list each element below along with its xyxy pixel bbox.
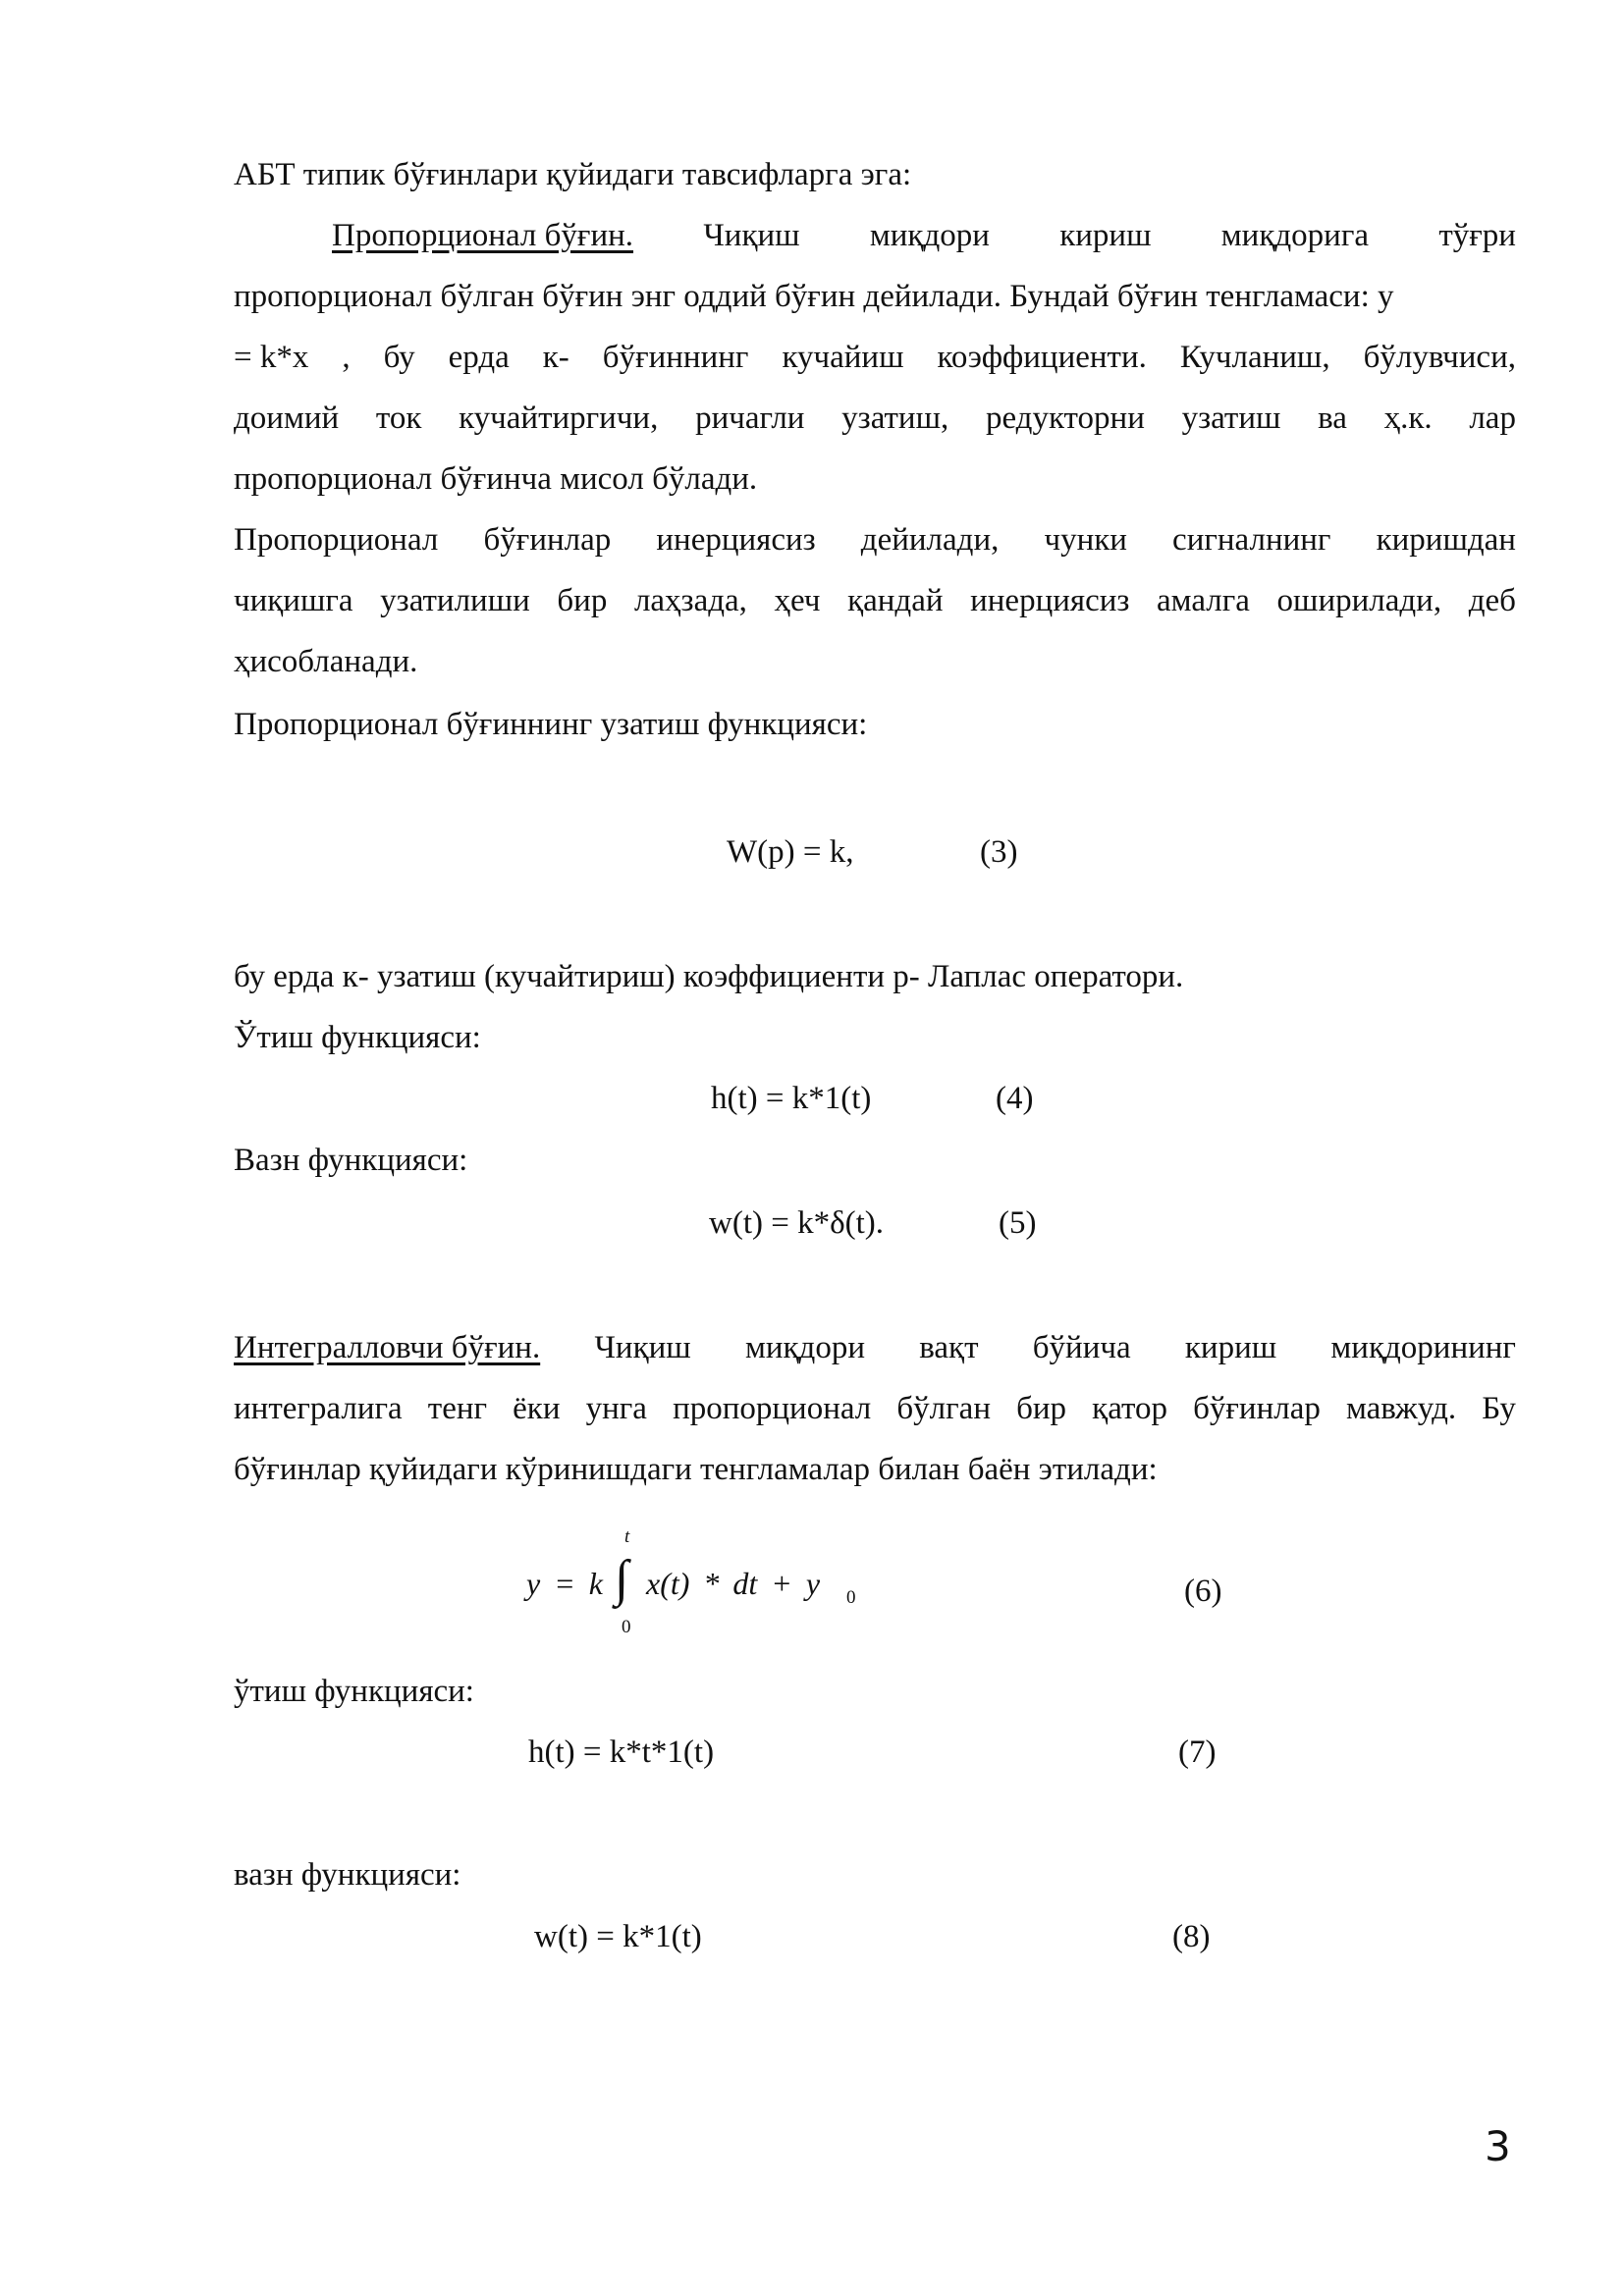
page-number: 3 (1485, 2122, 1511, 2170)
word: редукторни (985, 400, 1145, 436)
equation-6-lhs: y = k (526, 1566, 603, 1601)
word: бўғинлар (1193, 1391, 1321, 1426)
word: ҳеч (774, 583, 821, 618)
word: кириш (1059, 218, 1152, 253)
word: Чиқиш (703, 218, 800, 253)
equation-5-number: (5) (999, 1205, 1037, 1241)
equation-6-subscript: 0 (846, 1587, 856, 1608)
word: оширилади, (1276, 583, 1442, 618)
word: қандай (847, 583, 944, 618)
prop-line-9: Пропорционал бўғиннинг узатиш функцияси: (234, 707, 868, 742)
word: тўғри (1438, 218, 1516, 253)
prop-line-3 (234, 338, 1516, 377)
equation-7: h(t) = k*t*1(t) (528, 1735, 715, 1770)
integ-heading: Интегралловчи бўғин. (234, 1330, 541, 1365)
word: бўлувчиси, (1363, 340, 1516, 375)
word: қатор (1092, 1391, 1167, 1426)
equation-6-number: (6) (1184, 1574, 1222, 1609)
word: бўлган (896, 1391, 991, 1426)
prop-step-label: Ўтиш функцияси: (234, 1020, 481, 1055)
word: чиқишга (234, 583, 353, 618)
word: Пропорционал (234, 522, 439, 558)
integ-step-label: ўтиш функцияси: (234, 1674, 474, 1709)
prop-line-5: пропорционал бўғинча мисол бўлади. (234, 461, 758, 497)
word: интегралига (234, 1391, 403, 1426)
equation-4-number: (4) (996, 1081, 1034, 1116)
prop-line-10: бу ерда к- узатиш (кучайтириш) коэффициенти р- Лаплас оператори. (234, 959, 1184, 994)
word: узатиш, (841, 400, 949, 436)
equation-3: W(p) = k, (727, 834, 854, 870)
equation-7-number: (7) (1178, 1735, 1217, 1770)
word: миқдори (869, 218, 990, 253)
word: Кучланиш, (1179, 340, 1330, 375)
word: чунки (1044, 522, 1127, 558)
integral-sign: ∫ (615, 1551, 629, 1607)
word: миқдорига (1220, 218, 1370, 253)
word: деб (1468, 583, 1516, 618)
prop-line-1 (332, 216, 1516, 255)
equation-5: w(t) = k*δ(t). (709, 1205, 885, 1241)
word: ричагли (695, 400, 805, 436)
word: ерда (448, 340, 510, 375)
word: дейилади, (860, 522, 1000, 558)
word: пропорционал (673, 1391, 872, 1426)
word: коэффициенти. (937, 340, 1147, 375)
word: кучайиш (782, 340, 904, 375)
word: ёки (513, 1391, 561, 1426)
word: сигналнинг (1172, 522, 1331, 558)
prop-weight-label: Вазн функцияси: (234, 1143, 468, 1178)
equation-3-number: (3) (980, 834, 1018, 870)
prop-heading: Пропорционал бўғин. (332, 218, 634, 253)
prop-line-4 (234, 399, 1516, 438)
word: узатиш (1181, 400, 1281, 436)
word: бир (557, 583, 608, 618)
equation-6-body: x(t) * dt + y (646, 1566, 821, 1601)
word: к- (542, 340, 569, 375)
word: = k*x (234, 340, 309, 375)
word: бўғинлар (483, 522, 612, 558)
integral-lower-limit: 0 (622, 1617, 631, 1637)
word: бўйича (1032, 1330, 1131, 1365)
word: бу (383, 340, 415, 375)
word: миқдори (744, 1330, 865, 1365)
word: ҳ.к. (1383, 400, 1433, 436)
integral-upper-limit: t (624, 1526, 630, 1547)
prop-line-2: пропорционал бўлган бўғин энг оддий бўғин дейилади. Бундай бўғин тенгламаси: y (234, 279, 1394, 314)
integ-line-3: бўғинлар қуйидаги кўринишдаги тенгламалар билан баён этилади: (234, 1452, 1158, 1487)
word: доимий (234, 400, 340, 436)
prop-line-7 (234, 581, 1516, 620)
word: узатилиши (380, 583, 530, 618)
word: бўғиннинг (602, 340, 749, 375)
word: ва (1318, 400, 1347, 436)
prop-line-8: ҳисобланади. (234, 644, 418, 679)
integ-line-1 (234, 1328, 1516, 1367)
word: лаҳзада, (633, 583, 747, 618)
word: Бу (1482, 1391, 1516, 1426)
equation-6 (526, 1507, 939, 1654)
word: тенг (427, 1391, 488, 1426)
word: амалга (1157, 583, 1250, 618)
word: , (342, 340, 351, 375)
word: миқдорининг (1330, 1330, 1516, 1365)
word: киришдан (1376, 522, 1516, 558)
word: инерциясиз (656, 522, 816, 558)
prop-line-6 (234, 520, 1516, 560)
intro-paragraph: АБТ типик бўғинлари қуйидаги тавсифларга эга: (234, 157, 912, 192)
integ-line-2 (234, 1389, 1516, 1428)
word: ток (375, 400, 422, 436)
equation-4: h(t) = k*1(t) (711, 1081, 872, 1116)
word: унга (585, 1391, 647, 1426)
word: кириш (1184, 1330, 1277, 1365)
integ-weight-label: вазн функцияси: (234, 1857, 461, 1893)
word: бир (1016, 1391, 1067, 1426)
word: мавжуд. (1345, 1391, 1457, 1426)
word: кучайтиргичи, (459, 400, 659, 436)
equation-8: w(t) = k*1(t) (534, 1919, 702, 1954)
word: лар (1469, 400, 1516, 436)
equation-8-number: (8) (1172, 1919, 1211, 1954)
word: инерциясиз (970, 583, 1130, 618)
word: Чиқиш (594, 1330, 691, 1365)
word: вақт (919, 1330, 979, 1365)
